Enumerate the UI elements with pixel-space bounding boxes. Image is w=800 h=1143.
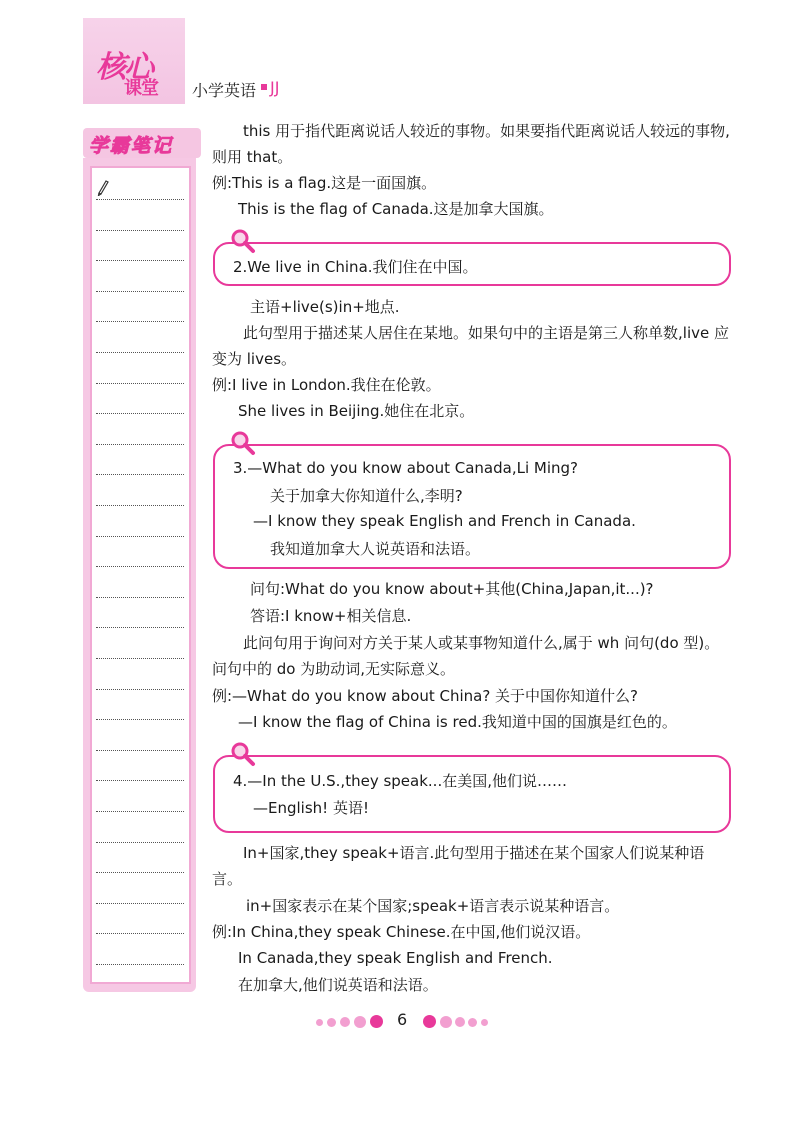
note-line [96,291,184,292]
sentence-box-3 [213,444,731,569]
magnifier-icon [230,741,256,767]
logo-sub-text: 课堂 [124,78,158,99]
note-line [96,474,184,475]
pagination-dot [340,1017,350,1027]
sentence-box-3-line-1: 3.—What do you know about Canada,Li Ming? [233,459,578,477]
sidebar-badge-label: 学霸笔记 [89,135,174,157]
note-line [96,719,184,720]
sentence-box-3-line-2: 关于加拿大你知道什么,李明? [270,487,463,505]
sentence-box-3-line-3: —I know they speak English and French in Canada. [253,512,636,530]
note-line [96,444,184,445]
note-line [96,933,184,934]
notes-area [90,166,191,984]
example-canada: In Canada,they speak English and French. [238,949,553,967]
note-line [96,505,184,506]
logo-main-text: 核心 [96,50,152,85]
note-line [96,536,184,537]
note-line [96,964,184,965]
sentence-box-2 [213,242,731,286]
note-line [96,658,184,659]
sentence-box-4 [213,755,731,833]
note-line [96,352,184,353]
note-line [96,597,184,598]
note-line [96,750,184,751]
pagination-dot [455,1017,465,1027]
sentence-box-4-line-2: —English! 英语! [253,799,369,817]
paragraph-wh-question: 此问句用于询问对方关于某人或某事物知道什么,属于 wh 问句(do 型)。问句中的 do 为助动词,无实际意义。 [212,634,720,678]
header-code: JJ [270,78,280,97]
pagination-dot [423,1015,436,1028]
pagination-dot [481,1019,488,1026]
pagination-dot [327,1018,336,1027]
pattern-live: 主语+live(s)in+地点. [250,298,400,316]
note-line [96,413,184,414]
note-line [96,689,184,690]
example-china-question: 例:—What do you know about China? 关于中国你知道什么? [212,687,639,705]
note-line [96,872,184,873]
example-beijing: She lives in Beijing.她住在北京。 [238,402,475,420]
sentence-box-4-line-1: 4.—In the U.S.,they speak...在美国,他们说…… [233,772,567,790]
note-line [96,903,184,904]
note-line [96,230,184,231]
paragraph-this-that: this 用于指代距离说话人较近的事物。如果要指代距离说话人较远的事物,则用 that。 [212,122,730,166]
header-divider-dot [261,84,267,90]
example-canada-translation: 在加拿大,他们说英语和法语。 [238,976,438,994]
note-line [96,627,184,628]
paragraph-in-speak: in+国家表示在某个国家;speak+语言表示说某种语言。 [246,897,620,915]
magnifier-icon [230,430,256,456]
sentence-box-3-line-4: 我知道加拿大人说英语和法语。 [270,540,481,558]
header-title: 小学英语 [192,81,257,100]
note-line [96,260,184,261]
note-line [96,383,184,384]
example-china-chinese: 例:In China,they speak Chinese.在中国,他们说汉语。 [212,923,591,941]
example-flag: 例:This is a flag.这是一面国旗。 [212,174,437,192]
pagination-dot [316,1019,323,1026]
note-line [96,780,184,781]
pencil-icon [96,178,110,196]
example-flag-canada: This is the flag of Canada.这是加拿大国旗。 [238,200,554,218]
pagination-dot [370,1015,383,1028]
note-line [96,811,184,812]
magnifier-icon [230,228,256,254]
note-line [96,321,184,322]
answer-pattern: 答语:I know+相关信息. [250,607,412,625]
example-london: 例:I live in London.我住在伦敦。 [212,376,441,394]
note-line [96,199,184,200]
pagination-dot [468,1018,477,1027]
paragraph-live-explanation: 此句型用于描述某人居住在某地。如果句中的主语是第三人称单数,live 应变为 lives。 [212,324,729,368]
page-number: 6 [397,1010,408,1029]
pagination-dot [440,1016,452,1028]
sidebar-badge [83,128,201,158]
note-line [96,566,184,567]
note-line [96,842,184,843]
pagination-dot [354,1016,366,1028]
question-pattern: 问句:What do you know about+其他(China,Japan,it...)? [250,580,654,598]
example-china-answer: —I know the flag of China is red.我知道中国的国旗是红色的。 [238,713,677,731]
sentence-box-2-text: 2.We live in China.我们住在中国。 [233,258,478,276]
paragraph-in-country: In+国家,they speak+语言.此句型用于描述在某个国家人们说某种语言。 [212,844,705,888]
